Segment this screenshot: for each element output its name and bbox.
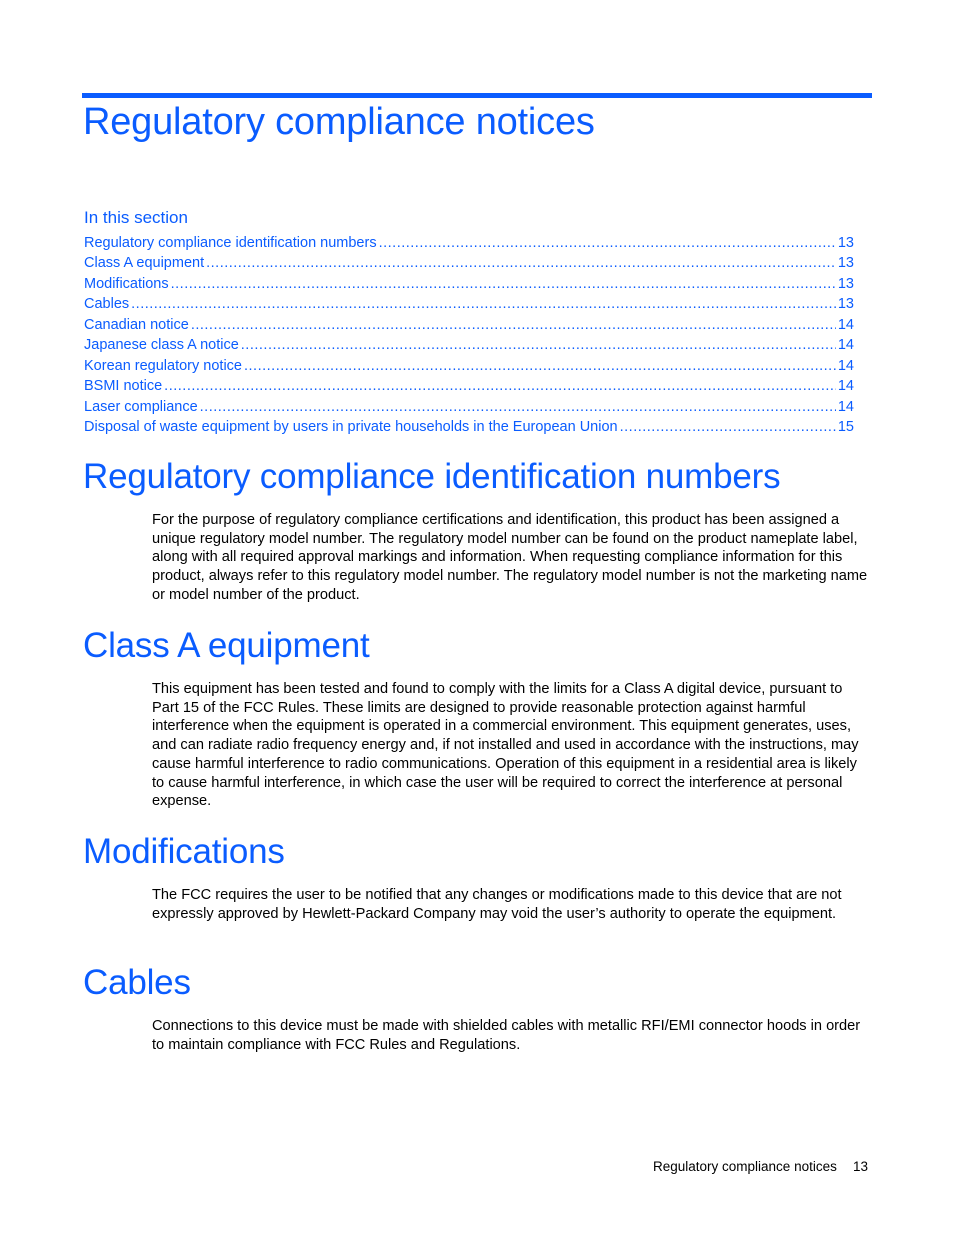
section-body-cables: Connections to this device must be made with shielded cables with metallic RFI/EMI connector hoods in order to maintain compliance with FCC Rules and Regulations. [152, 1018, 861, 1053]
toc-item-cables[interactable] [84, 292, 854, 313]
toc-item-page: 14 [837, 316, 854, 333]
toc-item-page: 13 [837, 275, 854, 292]
toc-item-page: 13 [837, 296, 854, 312]
toc-item-label: Canadian notice [84, 316, 189, 333]
toc-item-page: 13 [837, 255, 854, 271]
toc-item-class-a[interactable] [84, 251, 854, 272]
toc-leader [379, 235, 836, 251]
toc-item-page: 14 [837, 398, 854, 415]
toc-item-label: Class A equipment [84, 255, 205, 271]
page-title: Regulatory compliance notices [83, 101, 595, 143]
toc-item-page: 14 [837, 337, 854, 353]
toc-item-page: 14 [837, 357, 854, 374]
toc-item-korean-notice[interactable] [84, 353, 854, 374]
toc-item-page: 13 [837, 234, 854, 251]
toc-item-label: Modifications [84, 275, 169, 292]
toc-leader [620, 419, 836, 435]
toc-leader [244, 358, 836, 374]
toc-item-laser-compliance[interactable] [84, 394, 854, 415]
toc-item-label: Japanese class A notice [84, 337, 239, 353]
toc-leader [171, 276, 836, 292]
toc-item-japanese-notice[interactable] [84, 333, 854, 354]
toc-item-label: Disposal of waste equipment by users in private households in the European Union [84, 419, 618, 435]
toc-item-page: 14 [837, 378, 854, 394]
toc-item-label: Korean regulatory notice [84, 357, 242, 374]
title-rule [82, 93, 872, 98]
toc-leader [200, 399, 836, 415]
toc-item-modifications[interactable] [84, 271, 854, 292]
toc-item-label: Laser compliance [84, 398, 198, 415]
section-body-regulatory-numbers: For the purpose of regulatory compliance certifications and identification, this product has been assigned a unique regulatory model number. The regulatory model number can be found on the product nameplate label, along with all required approval markings and information. When requesting compliance information for this product, always refer to this regulatory model number. The regulatory model number is not the marketing name or model number of the product. [152, 512, 868, 603]
footer-page-number: 13 [853, 1159, 869, 1174]
toc-item-regulatory-numbers[interactable] [84, 230, 854, 251]
toc-leader [164, 378, 836, 394]
toc-leader [131, 296, 836, 312]
toc-item-label: BSMI notice [84, 378, 163, 394]
toc-heading: In this section [84, 208, 188, 227]
section-heading-class-a: Class A equipment [83, 626, 370, 665]
section-heading-regulatory-numbers: Regulatory compliance identification numbers [83, 457, 781, 496]
toc-item-label: Cables [84, 296, 130, 312]
toc-item-canadian-notice[interactable] [84, 312, 854, 333]
section-body-modifications: The FCC requires the user to be notified that any changes or modifications made to this device that are not expressly approved by Hewlett-Packard Company may void the user’s authority to operate the equipment. [152, 887, 842, 922]
section-body-class-a: This equipment has been tested and found to comply with the limits for a Class A digital device, pursuant to Part 15 of the FCC Rules. These limits are designed to provide reasonable protection against harmful interference when the equipment is operated in a commercial environment. This equipment generates, uses, and can radiate radio frequency energy and, if not installed and used in accordance with the instructions, may cause harmful interference to radio communications. Operation of this equipment in a residential area is likely to cause harmful interference, in which case the user will be required to correct the interference at personal expense. [152, 681, 859, 810]
section-heading-modifications: Modifications [83, 832, 285, 871]
toc-item-bsmi-notice[interactable] [84, 374, 854, 395]
toc-leader [206, 255, 836, 271]
section-heading-cables: Cables [83, 963, 191, 1002]
toc-leader [241, 337, 836, 353]
toc-leader [191, 317, 836, 333]
toc-item-waste-disposal[interactable] [84, 415, 854, 436]
footer-label: Regulatory compliance notices [653, 1159, 837, 1174]
table-of-contents [84, 230, 854, 435]
toc-item-page: 15 [837, 419, 854, 435]
toc-item-label: Regulatory compliance identification numbers [84, 234, 377, 251]
